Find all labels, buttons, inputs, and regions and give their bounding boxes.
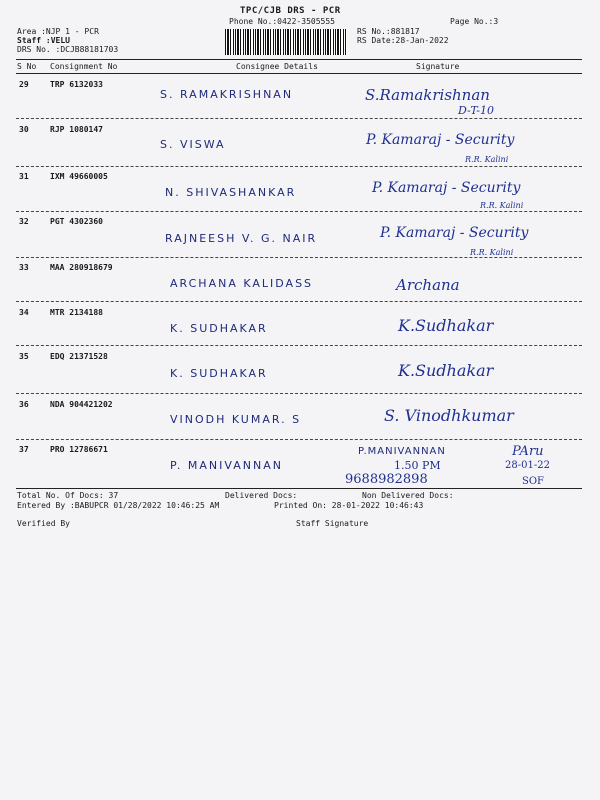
row-divider [16, 257, 582, 258]
delivered-docs: Delivered Docs: [225, 491, 298, 500]
row-35-consignment: EDQ 21371528 [50, 352, 108, 361]
rs-date: RS Date:28-Jan-2022 [357, 36, 449, 45]
header-rule-top [16, 59, 582, 60]
row-33-consignment: MAA 280918679 [50, 263, 113, 272]
row-29-note: D-T-10 [458, 104, 494, 117]
row-37-date: 28-01-22 [505, 460, 550, 471]
row-35-signature: K.Sudhakar [398, 361, 494, 380]
header-rule-bottom [16, 73, 582, 74]
row-divider [16, 345, 582, 346]
row-30-note: R.R. Kalini [465, 155, 509, 164]
row-37-consignment: PRO 12786671 [50, 445, 108, 454]
row-33-consignee: ARCHANA KALIDASS [170, 277, 314, 290]
col-consignee: Consignee Details [236, 62, 318, 71]
row-30-sno: 30 [19, 125, 29, 134]
row-32-note: R.R. Kalini [470, 248, 514, 257]
row-32-sno: 32 [19, 217, 29, 226]
document-title: TPC/CJB DRS - PCR [240, 6, 341, 16]
drs-number: DRS No. :DCJB88181703 [17, 45, 119, 54]
row-30-consignee: S. VISWA [160, 138, 226, 151]
row-31-consignee: N. SHIVASHANKAR [165, 186, 297, 199]
row-36-consignee: VINODH KUMAR. S [170, 413, 302, 426]
col-signature: Signature [416, 62, 460, 71]
footer-rule [16, 488, 582, 489]
row-30-consignment: RJP 1080147 [50, 125, 103, 134]
row-32-consignment: PGT 4302360 [50, 217, 103, 226]
row-37-signature: P.MANIVANNAN [358, 446, 446, 457]
row-33-signature: Archana [396, 276, 460, 294]
row-divider [16, 393, 582, 394]
page-number: Page No.:3 [450, 17, 499, 26]
row-33-sno: 33 [19, 263, 29, 272]
row-34-consignment: MTR 2134188 [50, 308, 103, 317]
verified-by: Verified By [17, 519, 70, 528]
row-36-consignment: NDA 904421202 [50, 400, 113, 409]
row-36-sno: 36 [19, 400, 29, 409]
row-34-consignee: K. SUDHAKAR [170, 322, 268, 335]
total-docs: Total No. Of Docs: 37 [17, 491, 119, 500]
staff-label: Staff :VELU [17, 36, 70, 45]
row-34-signature: K.Sudhakar [398, 316, 494, 335]
row-29-consignee: S. RAMAKRISHNAN [160, 88, 294, 101]
col-sno: S No [17, 62, 37, 71]
col-consignment: Consignment No [50, 62, 118, 71]
row-divider [16, 301, 582, 302]
row-32-signature: P. Kamaraj - Security [380, 225, 529, 241]
row-34-sno: 34 [19, 308, 29, 317]
row-37-consignee: P. MANIVANNAN [170, 459, 283, 472]
printed-on: Printed On: 28-01-2022 10:46:43 [274, 501, 424, 510]
row-divider [16, 211, 582, 212]
area-label: Area :NJP 1 - PCR [17, 27, 99, 36]
non-delivered-docs: Non Delivered Docs: [362, 491, 454, 500]
row-37-time: 1.50 PM [394, 459, 441, 472]
row-29-consignment: TRP 6132033 [50, 80, 103, 89]
row-30-signature: P. Kamaraj - Security [366, 132, 515, 148]
row-31-consignment: IXM 49660005 [50, 172, 108, 181]
row-35-sno: 35 [19, 352, 29, 361]
row-29-sno: 29 [19, 80, 29, 89]
row-32-consignee: RAJNEESH V. G. NAIR [165, 232, 318, 245]
row-divider [16, 118, 582, 119]
staff-signature: Staff Signature [296, 519, 369, 528]
row-36-signature: S. Vinodhkumar [384, 406, 514, 425]
rs-number: RS No.:881817 [357, 27, 420, 36]
row-37-code: SOF [522, 476, 544, 487]
row-31-note: R.R. Kalini [480, 201, 524, 210]
row-divider [16, 439, 582, 440]
row-35-consignee: K. SUDHAKAR [170, 367, 268, 380]
phone-number: Phone No.:0422-3505555 [229, 17, 335, 26]
row-divider [16, 166, 582, 167]
row-37-mark: PAru [512, 444, 544, 459]
row-31-sno: 31 [19, 172, 29, 181]
row-37-phone: 9688982898 [345, 472, 428, 487]
barcode-icon [225, 29, 347, 55]
entered-by: Entered By :BABUPCR 01/28/2022 10:46:25 AM [17, 501, 220, 510]
row-29-signature: S.Ramakrishnan [365, 86, 490, 104]
row-31-signature: P. Kamaraj - Security [372, 180, 521, 196]
row-37-sno: 37 [19, 445, 29, 454]
